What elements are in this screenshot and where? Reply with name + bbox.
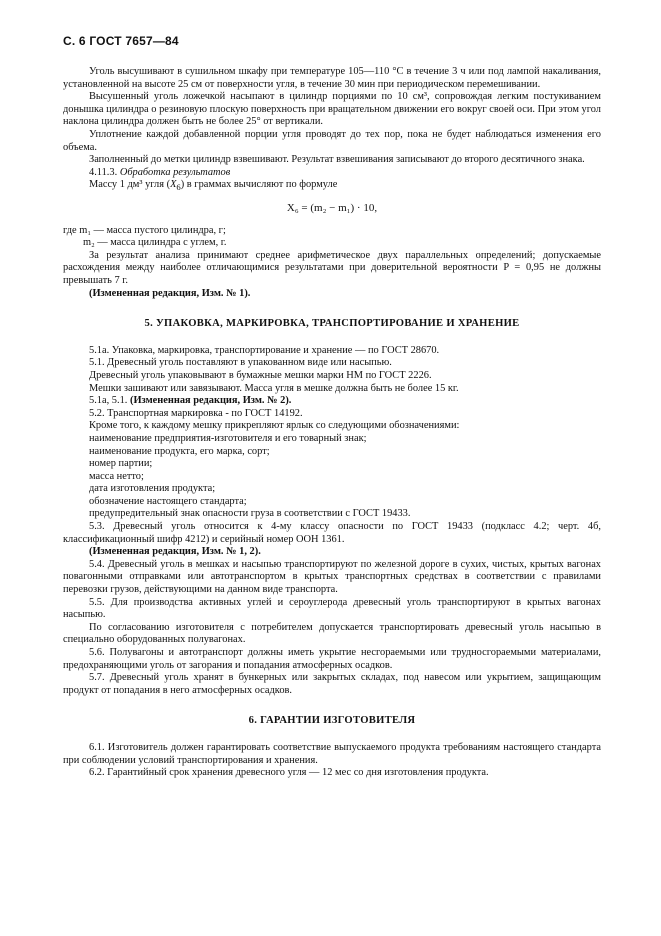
drying-paragraph-1: Уголь высушивают в сушильном шкафу при температуре 105—110 °С в течение 3 ч или под лампой накаливания, установленной на высоте 25 см от поверхности угля, в течение 30 мин при периодическом перемешивании. <box>63 66 601 90</box>
label-list-item: наименование продукта, его марка, сорт; <box>89 445 270 457</box>
page-header: С. 6 ГОСТ 7657—84 <box>63 34 179 48</box>
processing-heading <box>63 167 601 180</box>
label-list-item: масса нетто; <box>89 470 144 482</box>
section-5-line-12: 5.6. Полувагоны и автотранспорт должны иметь укрытие несгораемыми или трудносгораемыми материалами, предохраняющими уголь от загорания и попадания атмосферных осадков. <box>63 647 601 671</box>
section-5-line-1: 5.1а. Упаковка, маркировка, транспортирование и хранение — по ГОСТ 28670. <box>89 344 440 356</box>
section-6-line-2: 6.2. Гарантийный срок хранения древесного угля — 12 мес со дня изготовления продукта. <box>89 767 489 779</box>
definition-m1: где m₁ — масса пустого цилиндра, г; <box>63 224 226 236</box>
processing-title: Обработка результатов <box>119 166 231 178</box>
section-5-line-2: 5.1. Древесный уголь поставляют в упакованном виде или насыпью. <box>89 357 392 369</box>
change-note-1: (Измененная редакция, Изм. № 1). <box>89 287 251 299</box>
drying-paragraph-3: Уплотнение каждой добавленной порции угля проводят до тех пор, пока не будет наблюдаться изменения его объема. <box>63 128 601 153</box>
mass-formula: X₆ = (m₂ − m₁) · 10, <box>286 202 378 215</box>
drying-paragraph-2: Высушенный уголь ложечкой насыпают в цилиндр порциями по 10 см³, сопровождая легким постукиванием донышка цилиндра о резиновую плоскую поверхность при вращательном движении его вокруг своей оси. При этом угол наклона цилиндра должен быть не более 25° от вертикали. <box>63 91 601 128</box>
section-5-line-13: 5.7. Древесный уголь хранят в бункерных или закрытых складах, под навесом или укрытием, защищающим продукт от попадания в него атмосферных осадков. <box>63 672 601 696</box>
label-list-item: номер партии; <box>89 458 153 470</box>
section-5-line-7: Кроме того, к каждому мешку прикрепляют ярлык со следующими обозначениями: <box>89 420 460 432</box>
mass-intro-prefix: Массу 1 дм³ угля ( <box>89 179 171 191</box>
mass-subscript: 6 <box>176 182 181 193</box>
label-list-item: дата изготовления продукта; <box>89 483 216 495</box>
section-5-line-10: 5.5. Для производства активных углей и сероуглерода древесный уголь транспортируют в крытых вагонах насыпью. <box>63 596 601 621</box>
section-5-line-5 <box>63 395 601 408</box>
document-body <box>63 66 601 780</box>
section-5-title: 5. УПАКОВКА, МАРКИРОВКА, ТРАНСПОРТИРОВАНИЕ И ХРАНЕНИЕ <box>144 318 520 330</box>
result-paragraph: За результат анализа принимают среднее арифметическое двух параллельных определений; допускаемые расхождения между наиболее отличающимися результатами при доверительной вероятности P = 0,95 не должны превышать 7 г. <box>63 249 601 286</box>
label-list-item: обозначение настоящего стандарта; <box>89 495 247 507</box>
label-list-item: предупредительный знак опасности груза в соответствии с ГОСТ 19433. <box>89 508 411 520</box>
section-5-change-note-2: (Измененная редакция, Изм. № 2). <box>130 395 292 407</box>
drying-paragraph-4: Заполненный до метки цилиндр взвешивают. Результат взвешивания записывают до второго десятичного знака. <box>89 154 585 166</box>
section-5-line-5-prefix: 5.1а, 5.1. <box>89 395 128 407</box>
section-5-line-6: 5.2. Транспортная маркировка - по ГОСТ 14192. <box>89 407 303 419</box>
section-5-line-4: Мешки зашивают или завязывают. Масса угля в мешке должна быть не более 15 кг. <box>89 382 459 394</box>
section-5-line-8: 5.3. Древесный уголь относится к 4-му классу опасности по ГОСТ 19433 (подкласс 4.2; черт. 4б, классификационный шифр 4212) и серийный номер ООН 1361. <box>63 521 601 545</box>
label-list-item: наименование предприятия-изготовителя и его товарный знак; <box>89 432 367 444</box>
section-5-line-11: По согласованию изготовителя с потребителем допускается транспортировать древесный уголь насыпью в специально оборудованных полувагонах. <box>63 621 601 646</box>
mass-formula-intro <box>63 179 601 194</box>
processing-number: 4.11.3. <box>89 166 118 178</box>
section-6-line-1: 6.1. Изготовитель должен гарантировать соответствие выпускаемого продукта требованиям настоящего стандарта при соблюдении условий транспортирования и хранения. <box>63 741 601 766</box>
formula-definitions <box>63 225 601 250</box>
mass-intro-suffix: ) в граммах вычисляют по формуле <box>180 179 338 191</box>
section-5-change-note-3: (Измененная редакция, Изм. № 1, 2). <box>89 546 261 558</box>
section-5-line-3: Древесный уголь упаковывают в бумажные мешки марки НМ по ГОСТ 2226. <box>89 369 432 381</box>
definition-m2: m₂ — масса цилиндра с углем, г. <box>83 237 227 249</box>
section-5-line-9: 5.4. Древесный уголь в мешках и насыпью транспортируют по железной дороге в сухих, чистых, крытых вагонах повагонными отправками или автотранспортом в крытых транспортных средствах в соответствии с правилами перевозки грузов, действующими на данном виде транспорта. <box>63 558 601 596</box>
mass-symbol: X <box>170 179 177 191</box>
section-6-title: 6. ГАРАНТИИ ИЗГОТОВИТЕЛЯ <box>248 715 416 727</box>
